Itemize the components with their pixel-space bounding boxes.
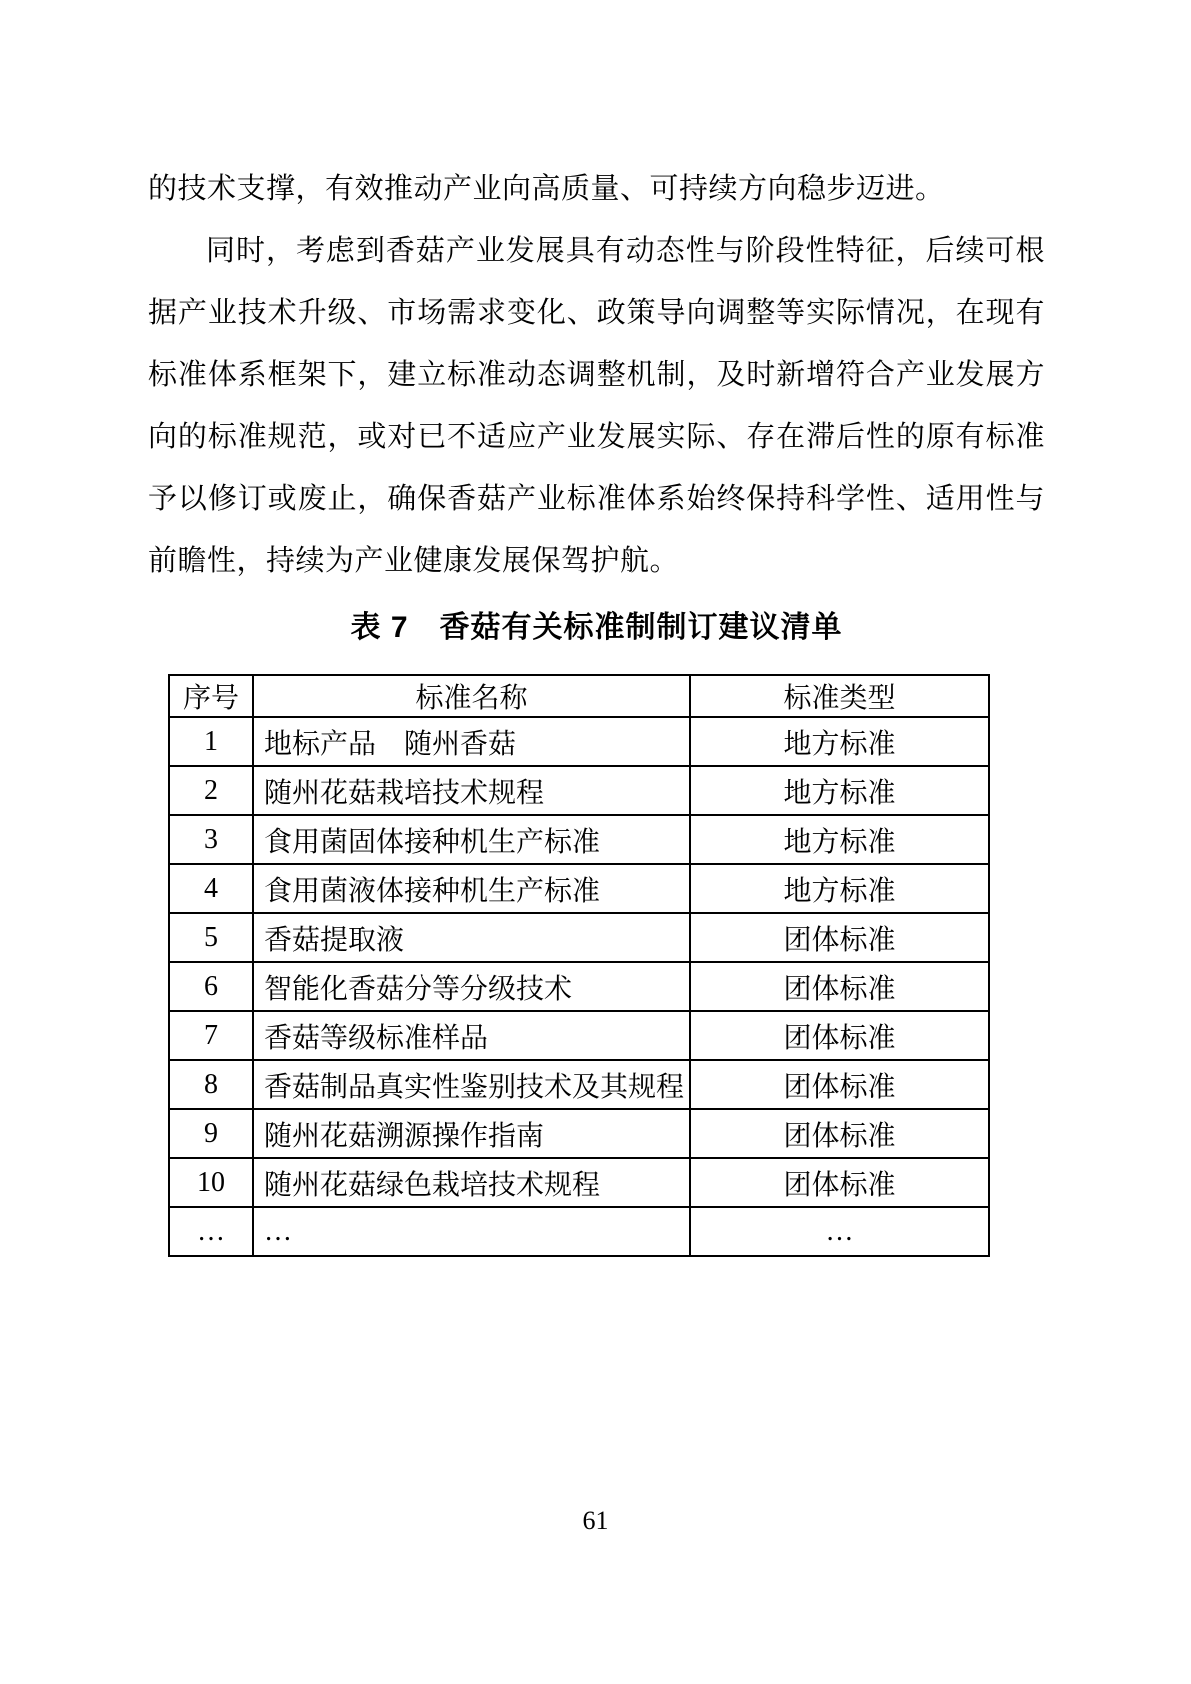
cell-type: 团体标准 — [690, 1011, 989, 1060]
cell-type: 团体标准 — [690, 913, 989, 962]
body-paragraph: 同时，考虑到香菇产业发展具有动态性与阶段性特征，后续可根据产业技术升级、市场需求变化、政策导向调整等实际情况，在现有标准体系框架下，建立标准动态调整机制，及时新增符合产业发展方向的标准规范，或对已不适应产业发展实际、存在滞后性的原有标准予以修订或废止，确保香菇产业标准体系始终保持科学性、适用性与前瞻性，持续为产业健康发展保驾护航。 — [148, 235, 1045, 577]
table-row — [169, 815, 989, 864]
cell-name: 食用菌固体接种机生产标准 — [253, 815, 690, 864]
cell-seq: 6 — [169, 962, 253, 1011]
table-header-row — [169, 675, 989, 717]
page-number: 61 — [582, 1506, 609, 1535]
cell-name: 随州花菇绿色栽培技术规程 — [253, 1158, 690, 1207]
body-text — [148, 158, 1045, 592]
table-row — [169, 766, 989, 815]
standards-table — [168, 674, 990, 1257]
table-row — [169, 1158, 989, 1207]
cell-seq: 4 — [169, 864, 253, 913]
cell-name: 随州花菇溯源操作指南 — [253, 1109, 690, 1158]
cell-type: 团体标准 — [690, 1158, 989, 1207]
column-header-name: 标准名称 — [253, 675, 690, 717]
cell-name: … — [253, 1207, 690, 1256]
table-row — [169, 864, 989, 913]
cell-name: 香菇等级标准样品 — [253, 1011, 690, 1060]
cell-seq: 2 — [169, 766, 253, 815]
cell-seq: 3 — [169, 815, 253, 864]
cell-name: 香菇制品真实性鉴别技术及其规程 — [253, 1060, 690, 1109]
table-row — [169, 1109, 989, 1158]
cell-type: … — [690, 1207, 989, 1256]
cell-type: 地方标准 — [690, 766, 989, 815]
table-row — [169, 717, 989, 766]
cell-name: 食用菌液体接种机生产标准 — [253, 864, 690, 913]
cell-seq: 10 — [169, 1158, 253, 1207]
table-row — [169, 1011, 989, 1060]
cell-type: 地方标准 — [690, 815, 989, 864]
cell-type: 团体标准 — [690, 1060, 989, 1109]
body-paragraph: 的技术支撑，有效推动产业向高质量、可持续方向稳步迈进。 — [148, 173, 945, 205]
cell-type: 地方标准 — [690, 864, 989, 913]
table-row — [169, 913, 989, 962]
cell-seq: … — [169, 1207, 253, 1256]
cell-name: 随州花菇栽培技术规程 — [253, 766, 690, 815]
cell-seq: 1 — [169, 717, 253, 766]
column-header-seq: 序号 — [169, 675, 253, 717]
cell-type: 团体标准 — [690, 1109, 989, 1158]
table-row — [169, 1060, 989, 1109]
cell-seq: 9 — [169, 1109, 253, 1158]
cell-type: 地方标准 — [690, 717, 989, 766]
cell-name: 智能化香菇分等分级技术 — [253, 962, 690, 1011]
table-row-ellipsis — [169, 1207, 989, 1256]
column-header-type: 标准类型 — [690, 675, 989, 717]
table-row — [169, 962, 989, 1011]
cell-seq: 7 — [169, 1011, 253, 1060]
cell-name: 地标产品 随州香菇 — [253, 717, 690, 766]
cell-seq: 5 — [169, 913, 253, 962]
cell-type: 团体标准 — [690, 962, 989, 1011]
cell-name: 香菇提取液 — [253, 913, 690, 962]
cell-seq: 8 — [169, 1060, 253, 1109]
table-title: 表 7 香菇有关标准制制订建议清单 — [350, 611, 843, 644]
